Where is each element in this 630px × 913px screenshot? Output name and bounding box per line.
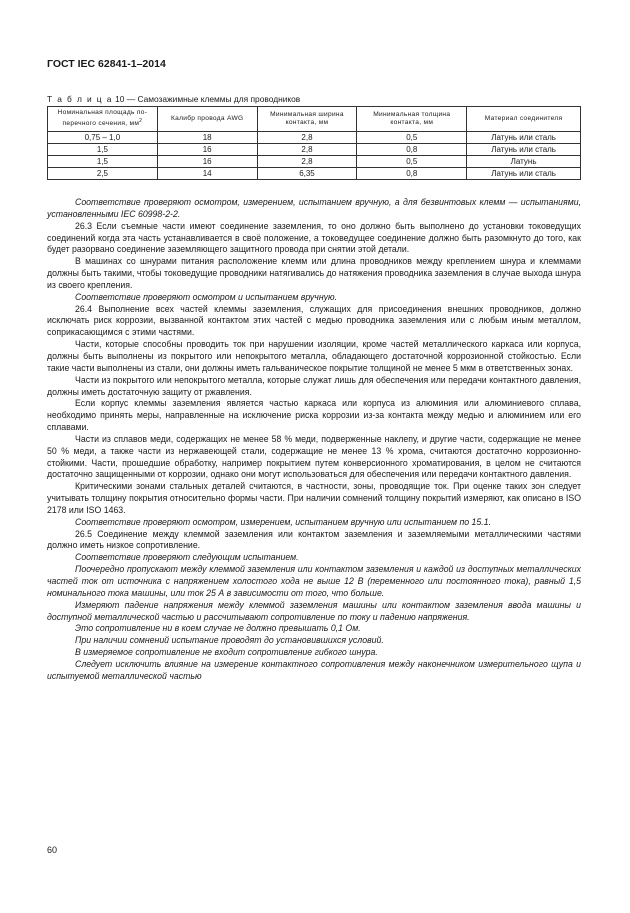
paragraph: Критическими зонами стальных деталей считаются, в частности, зоны, проводящие ток. При оценке таких зон следует учитывать толщину покрытия относительно формы части. При наличии сомнений толщину покрытий измеряют, как описано в ISO 2178 или ISO 1463. [47, 481, 581, 515]
header-cross-section-sup: 2 [139, 118, 143, 125]
paragraph: Соответствие проверяют следующим испытанием. [75, 552, 299, 563]
table-cell: 0,8 [357, 144, 467, 156]
table-row [48, 156, 581, 168]
header-cross-section-line2: перечного сечения, мм [62, 120, 140, 128]
table-caption-text: 10 — Самозажимные клеммы для проводников [115, 94, 301, 104]
document-body [47, 197, 581, 683]
header-awg: Калибр провода AWG [157, 107, 257, 132]
table-cell: 2,8 [257, 132, 357, 144]
table-caption [47, 94, 300, 104]
table-cell: 16 [157, 144, 257, 156]
table-cell: 0,8 [357, 168, 467, 180]
paragraph: Если корпус клеммы заземления является частью каркаса или корпуса из алюминия или алюминиевого сплава, необходимо принять меры, направленные на исключение риска коррозии из-за контакта между медью и алюминием или его сплавами. [47, 398, 581, 433]
paragraph: 26.3 Если съемные части имеют соединение заземления, то оно должно быть выполнено до установки токоведущих соединений когда эта часть устанавливается в своё положение, а токоведущее соединение должно быть разомкнуто до того, как будет разорвано соединение заземляющего защитного провода при снятии этой детали. [47, 220, 581, 255]
paragraph: Следует исключить влияние на измерение контактного сопротивления между наконечником измерительного щупа и испытуемой металлической частью [47, 658, 581, 681]
header-cross-section-line1: Номинальная площадь по- [57, 109, 148, 117]
table-cell: 0,5 [357, 156, 467, 168]
table-row [48, 168, 581, 180]
paragraph: Соответствие проверяют осмотром, измерением, испытанием вручную, а для безвинтовых клемм — испытаниями, установленными IEC 60998-2-2. [47, 197, 581, 219]
paragraph: В машинах со шнурами питания расположение клемм или длина проводников между креплением шнура и клеммами должны быть такими, чтобы токоведущие проводники натягивались до натяжения проводника заземления в случае выхода шнура из своего крепления. [47, 256, 581, 290]
table-cell: 0,75 – 1,0 [48, 132, 158, 144]
table-row [48, 144, 581, 156]
paragraph: При наличии сомнений испытание проводят до установившихся условий. [75, 635, 384, 646]
paragraph: Соответствие проверяют осмотром и испытанием вручную. [75, 291, 338, 302]
table-cell: 18 [157, 132, 257, 144]
table-caption-prefix: Т а б л и ц а [47, 94, 113, 104]
table-cell: 1,5 [48, 156, 158, 168]
table-cell: 16 [157, 156, 257, 168]
table-cell: 2,8 [257, 144, 357, 156]
header-min-width: Минимальная ширина контакта, мм [257, 107, 357, 132]
table-cell: 0,5 [357, 132, 467, 144]
paragraph: Это сопротивление ни в коем случае не должно превышать 0,1 Ом. [75, 623, 361, 634]
paragraph: Части из сплавов меди, содержащих не менее 58 % меди, подверженные наклепу, и другие части, содержащие не менее 50 % меди, а также части из нержавеющей стали, содержащие не менее 13 % хрома, считаются достаточно коррозионно-стойкими. Части, прошедшие обработку, например покрытием путем конверсионного хроматирования, в целом не считаются достаточно защищенными от коррозии, однако они могут использоваться для обеспечения или передачи контактного давления. [47, 433, 581, 480]
table-header-row [48, 107, 581, 132]
table-cell: Латунь [467, 156, 581, 168]
paragraph: В измеряемое сопротивление не входит сопротивление гибкого шнура. [75, 647, 378, 658]
header-material: Материал соединителя [467, 107, 581, 132]
table-cell: 2,8 [257, 156, 357, 168]
table-row [48, 132, 581, 144]
table-cell: 14 [157, 168, 257, 180]
paragraph: 26.4 Выполнение всех частей клеммы заземления, служащих для присоединения внешних проводников, должно исключать риск коррозии, вызванной контактом этих частей с медью проводника заземления или с любым иным металлом, соприкасающимся с этими частями. [47, 303, 581, 338]
paragraph: Соответствие проверяют осмотром, измерением, испытанием вручную или испытанием по 15.1. [75, 516, 492, 527]
header-min-thickness: Минимальная толщина контакта, мм [357, 107, 467, 132]
table-cell: Латунь или сталь [467, 168, 581, 180]
table-cell: 2,5 [48, 168, 158, 180]
paragraph: Измеряют падение напряжения между клеммой заземления машины или контактом заземления ввода машины и доступной металлической частью и рассчитывают сопротивление по току и падению напряжения. [47, 599, 581, 622]
paragraph: Поочередно пропускают между клеммой заземления или контактом заземления и каждой из доступных металлических частей ток от источника с напряжением холостого хода не выше 12 В (переменного или постоянного тока), равный 1,5 номинального тока машины, или ток 25 А в зависимости от того, что больше. [47, 564, 581, 598]
paragraph: 26.5 Соединение между клеммой заземления или контактом заземления и заземляемыми металлическими частями должно иметь низкое сопротивление. [47, 528, 581, 551]
paragraph: Части из покрытого или непокрытого металла, которые служат лишь для обеспечения или передачи контактного давления, должны иметь достаточную защиту от ржавления. [47, 374, 581, 397]
document-header: ГОСТ IEC 62841-1–2014 [47, 58, 166, 70]
table-cell: 1,5 [48, 144, 158, 156]
table-cell: 6,35 [257, 168, 357, 180]
table-cell: Латунь или сталь [467, 144, 581, 156]
header-cross-section [48, 107, 158, 132]
page-number: 60 [47, 845, 58, 855]
terminals-table [47, 106, 581, 180]
paragraph: Части, которые способны проводить ток при нарушении изоляции, кроме частей металлического каркаса или корпуса, должны быть выполнены из покрытого или непокрытого металла, обладающего достаточной коррозионной стойкостью. Если такие части выполнены из стали, они должны иметь гальваническое покрытие толщиной не менее 5 мкм в ответственных зонах. [47, 339, 581, 373]
table-cell: Латунь или сталь [467, 132, 581, 144]
